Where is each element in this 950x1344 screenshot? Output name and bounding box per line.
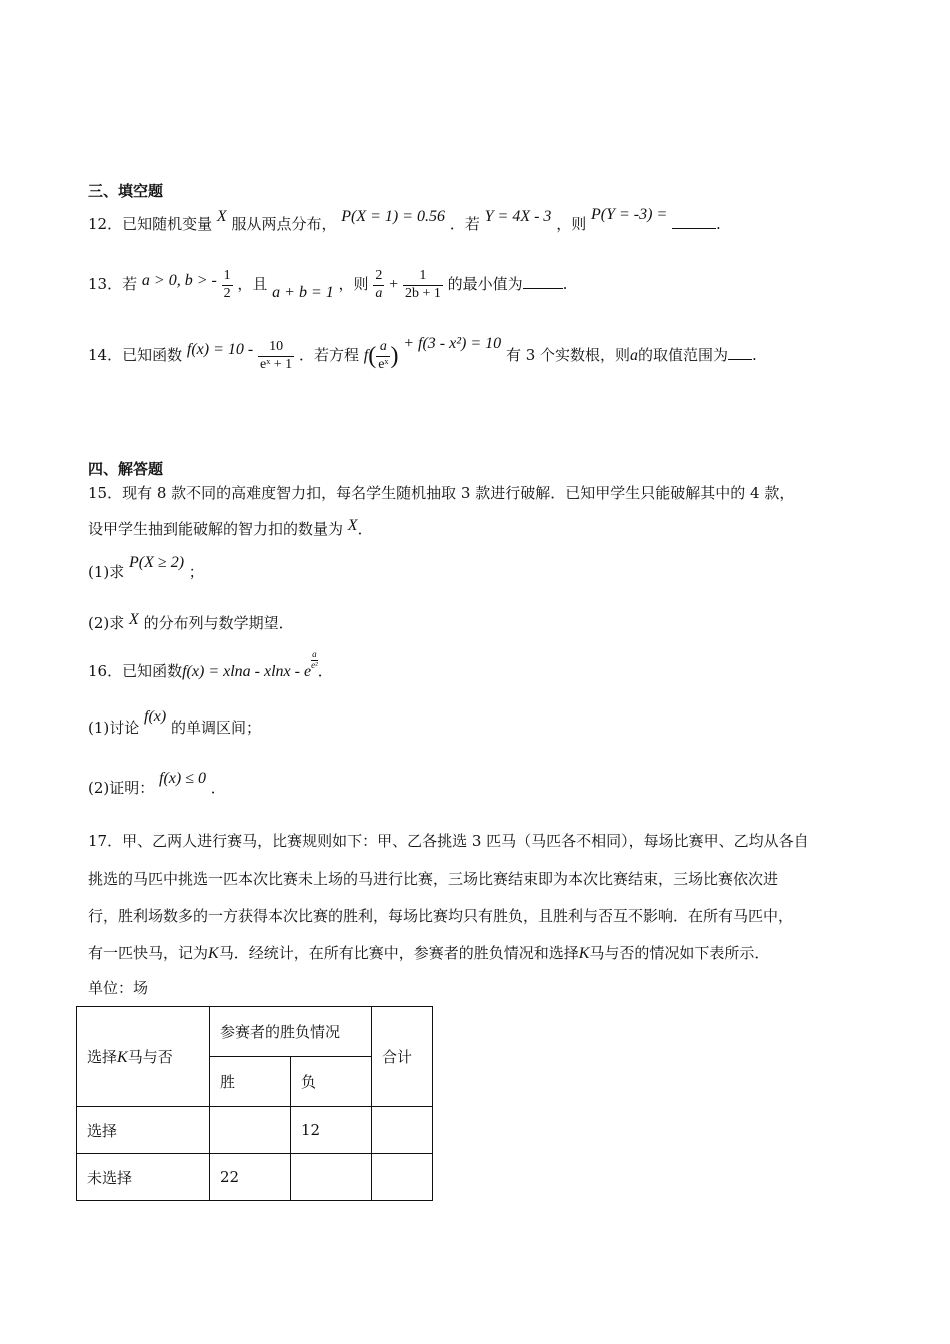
exponent-fraction (311, 650, 318, 671)
question-text: 的最小值为 (447, 275, 523, 293)
math-relation: Y = 4X - 3 (484, 208, 552, 225)
fraction-1-over-2b1 (403, 268, 443, 301)
question-text: ，且 (237, 275, 268, 293)
fraction-2-over-a (373, 268, 384, 301)
cell-win: 22 (210, 1154, 291, 1201)
fraction-denominator: 2b + 1 (404, 285, 441, 301)
answer-blank[interactable] (672, 228, 716, 229)
fraction-denominator: eˣ (378, 356, 389, 372)
question-number: 13． (88, 275, 123, 293)
math-function: f(x) = xlna - xlnx - e (182, 663, 312, 680)
question-17-line-1: 17．甲、乙两人进行赛马，比赛规则如下：甲、乙各挑选 3 匹马（马匹各不相同），每场比赛甲、乙均从各自 (88, 832, 809, 850)
question-text: ，则 (556, 215, 587, 233)
question-text: 的单调区间； (171, 719, 262, 737)
question-text: 马与否的情况如下表所示． (589, 944, 770, 962)
table-row (77, 1154, 433, 1201)
question-text: 已知函数 (122, 346, 183, 364)
header-total: 合计 (372, 1007, 433, 1107)
question-15-part-2 (88, 612, 294, 633)
question-text: 马．经统计，在所有比赛中，参赛者的胜负情况和选择 (218, 944, 579, 962)
part-label: (2)证明： (88, 779, 155, 797)
math-function: f(x) (144, 708, 167, 725)
question-text: 有 3 个实数根，则 (505, 346, 631, 364)
math-prob: P(X ≥ 2) (129, 554, 185, 571)
fraction-denominator: a (375, 285, 383, 301)
math-var-k: K (117, 1049, 128, 1066)
math-var-k: K (208, 945, 219, 962)
cell-total (372, 1107, 433, 1154)
left-paren-icon: ( (368, 343, 377, 369)
math-var-x: X (216, 208, 227, 225)
punctuation: ． (317, 662, 333, 680)
header-lose: 负 (291, 1057, 372, 1107)
question-16-part-2 (88, 768, 226, 809)
right-paren-icon: ) (390, 343, 399, 369)
punctuation: ． (210, 779, 226, 797)
cell-lose: 12 (291, 1107, 372, 1154)
fraction-a-over-ex (376, 339, 390, 372)
part-label: (1)讨论 (88, 719, 140, 737)
header-result: 参赛者的胜负情况 (210, 1007, 372, 1057)
section-answer-heading: 四、解答题 (88, 460, 164, 478)
fraction-numerator: 2 (373, 268, 384, 285)
punctuation: ． (357, 520, 373, 538)
fraction-10-over-ex1 (258, 339, 294, 372)
question-number: 16． (88, 662, 123, 680)
math-var-x: X (129, 611, 139, 628)
fraction-denominator: eˣ + 1 (260, 356, 293, 372)
question-17-line-3: 行，胜利场数多的一方获得本次比赛的胜利，每场比赛均只有胜负，且胜利与否互不影响．在所有马匹中， (88, 907, 794, 925)
row-label: 选择 (77, 1107, 210, 1154)
fraction-denominator: 2 (223, 285, 231, 301)
math-function-f: f (363, 347, 369, 364)
fraction-numerator: 1 (403, 268, 443, 285)
question-17-line-2: 挑选的马匹中挑选一匹本次比赛未上场的马进行比赛，三场比赛结束即为本次比赛结束，三场比赛依次进 (88, 870, 779, 888)
math-equation: + f(3 - x²) = 10 (403, 335, 502, 352)
header-text: 选择 (87, 1048, 118, 1066)
math-inequality: f(x) ≤ 0 (159, 770, 207, 787)
math-var-k: K (578, 945, 590, 962)
cell-lose (291, 1154, 372, 1201)
question-text: 已知函数 (122, 662, 183, 680)
fraction-numerator: 1 (222, 268, 233, 285)
exponent-numerator: a (312, 649, 317, 659)
question-text: ，则 (338, 275, 369, 293)
question-text: 若 (122, 275, 138, 293)
table-unit-label: 单位：场 (88, 979, 149, 997)
question-text: 有一匹快马，记为 (88, 944, 209, 962)
question-13 (88, 262, 567, 307)
question-text: ．若方程 (298, 346, 359, 364)
question-16 (88, 649, 333, 681)
math-ask: P(Y = -3) = (591, 206, 668, 223)
question-14 (88, 326, 757, 385)
math-operator: + (389, 276, 399, 293)
part-label: (1)求 (88, 563, 125, 581)
exponent-denominator: e² (311, 659, 318, 670)
question-15-line-2 (88, 518, 373, 539)
math-function: f(x) = 10 - (186, 341, 254, 358)
row-label: 未选择 (77, 1154, 210, 1201)
cell-total (372, 1154, 433, 1201)
question-number: 14． (88, 346, 123, 364)
answer-blank[interactable] (728, 359, 752, 360)
punctuation: . (752, 346, 757, 364)
question-16-part-1 (88, 708, 261, 749)
math-var-x: X (347, 517, 358, 534)
question-15-line-1: 15．现有 8 款不同的高难度智力扣，每名学生随机抽取 3 款进行破解．已知甲学生只能破解其中的 4 款， (88, 484, 795, 502)
question-number: 12． (88, 215, 123, 233)
header-choice (77, 1007, 210, 1107)
question-text: ．若 (449, 215, 480, 233)
question-17-line-4 (88, 942, 769, 963)
fraction-numerator: a (376, 339, 390, 356)
question-text: 设甲学生抽到能破解的智力扣的数量为 (88, 520, 344, 538)
math-condition: a > 0, b > - (141, 272, 217, 289)
question-text: 的分布列与数学期望． (143, 614, 294, 632)
part-label: (2)求 (88, 614, 125, 632)
fraction-half (222, 268, 233, 301)
question-text: 的取值范围为 (638, 346, 729, 364)
cell-win (210, 1107, 291, 1154)
fraction-numerator: 10 (258, 339, 294, 356)
section-fill-in-heading: 三、填空题 (88, 182, 164, 200)
question-15-part-1 (88, 552, 204, 593)
question-12 (88, 204, 721, 245)
table-row (77, 1107, 433, 1154)
question-text: 服从两点分布， (231, 215, 337, 233)
math-prob: P(X = 1) = 0.56 (341, 208, 446, 225)
punctuation: ； (188, 563, 204, 581)
math-var-a: a (630, 347, 639, 364)
punctuation: . (716, 215, 721, 233)
header-text: 马与否 (127, 1048, 173, 1066)
math-condition: a + b = 1 (272, 284, 334, 301)
question-text: 已知随机变量 (122, 215, 213, 233)
results-table (76, 1006, 433, 1201)
header-win: 胜 (210, 1057, 291, 1107)
answer-blank[interactable] (523, 288, 563, 289)
punctuation: . (562, 275, 568, 293)
